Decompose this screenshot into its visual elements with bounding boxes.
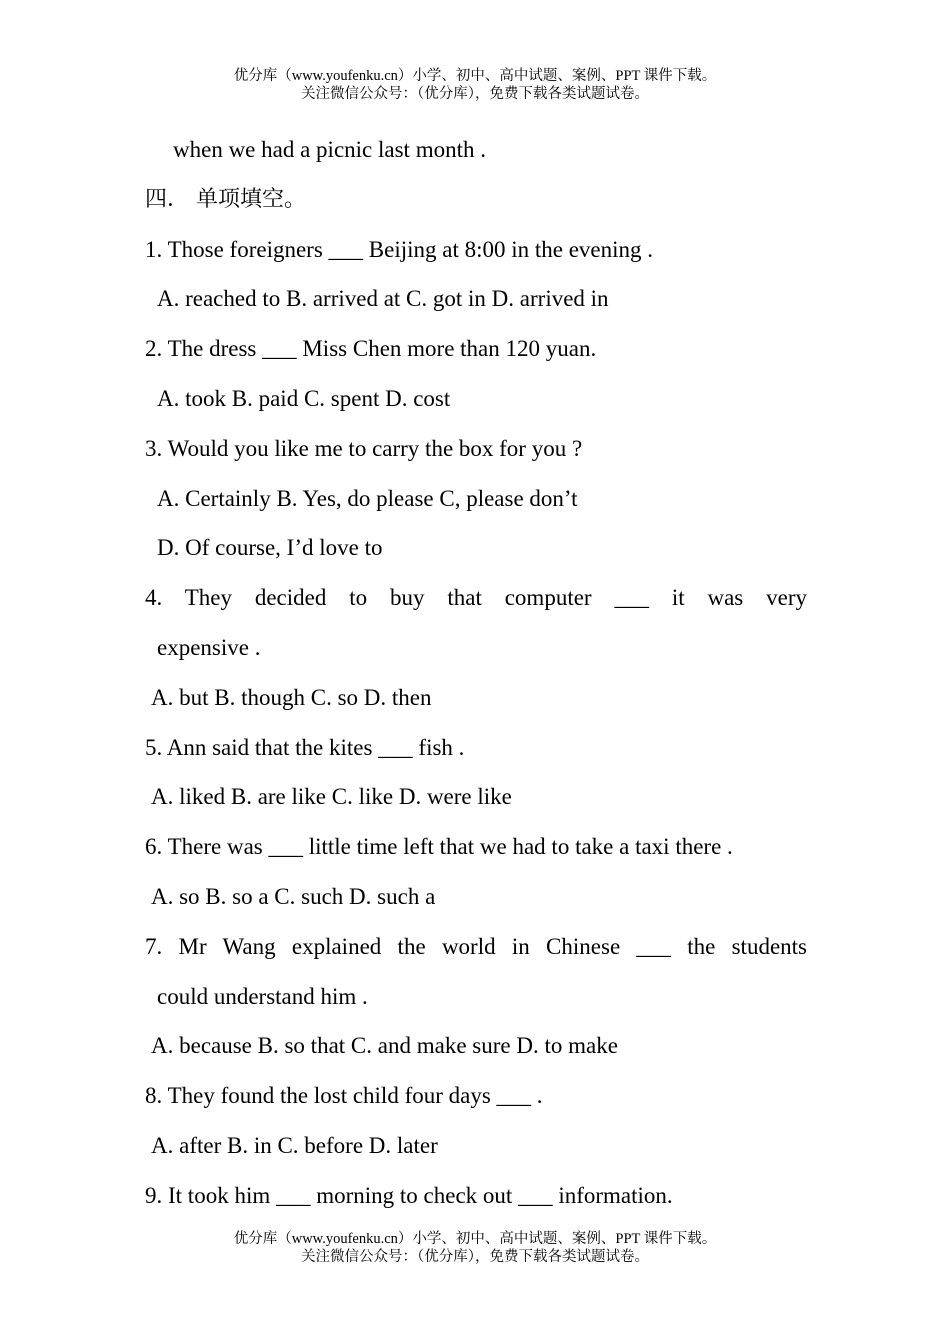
carry-over-line: when we had a picnic last month . (173, 137, 486, 162)
question-4-stem-cont: expensive . (157, 634, 261, 660)
question-6-options: A. so B. so a C. such D. such a (151, 883, 436, 909)
question-4-options: A. but B. though C. so D. then (151, 684, 432, 710)
question-7-stem-cont: could understand him . (157, 983, 368, 1009)
question-1-stem: 1. Those foreigners ___ Beijing at 8:00 in the evening . (145, 236, 654, 262)
question-2-stem: 2. The dress ___ Miss Chen more than 120 yuan. (145, 336, 597, 362)
footer-line-2: 关注微信公众号：（优分库），免费下载各类试题试卷。 (301, 1249, 649, 1265)
question-5-options: A. liked B. are like C. like D. were like (151, 784, 512, 810)
page-footer (0, 1230, 950, 1266)
question-2-options: A. took B. paid C. spent D. cost (157, 385, 451, 411)
question-1-options: A. reached to B. arrived at C. got in D. arrived in (157, 286, 609, 312)
question-3-options: A. Certainly B. Yes, do please C, please don’t (157, 485, 578, 511)
header-line-2: 关注微信公众号：（优分库），免费下载各类试题试卷。 (301, 86, 649, 102)
section-title: 四． 单项填空。 (145, 186, 306, 212)
question-8-options: A. after B. in C. before D. later (151, 1132, 438, 1158)
footer-line-1: 优分库（www.youfenku.cn）小学、初中、高中试题、案例、PPT 课件下载。 (233, 1231, 717, 1247)
page-header (0, 67, 950, 103)
question-4-stem: 4. They decided to buy that computer ___ it was very (145, 585, 807, 611)
question-8-stem: 8. They found the lost child four days ___ . (145, 1083, 543, 1109)
header-line-1: 优分库（www.youfenku.cn）小学、初中、高中试题、案例、PPT 课件下载。 (233, 68, 717, 84)
question-5-stem: 5. Ann said that the kites ___ fish . (145, 734, 465, 760)
question-6-stem: 6. There was ___ little time left that we had to take a taxi there . (145, 834, 733, 860)
question-7-stem: 7. Mr Wang explained the world in Chinese ___ the students (145, 933, 807, 959)
document-body (145, 125, 807, 1221)
question-3-stem: 3. Would you like me to carry the box for you ? (145, 435, 583, 461)
question-9-stem: 9. It took him ___ morning to check out ___ information. (145, 1182, 673, 1208)
question-3-options-cont: D. Of course, I’d love to (157, 535, 383, 561)
question-7-options: A. because B. so that C. and make sure D. to make (151, 1033, 618, 1059)
